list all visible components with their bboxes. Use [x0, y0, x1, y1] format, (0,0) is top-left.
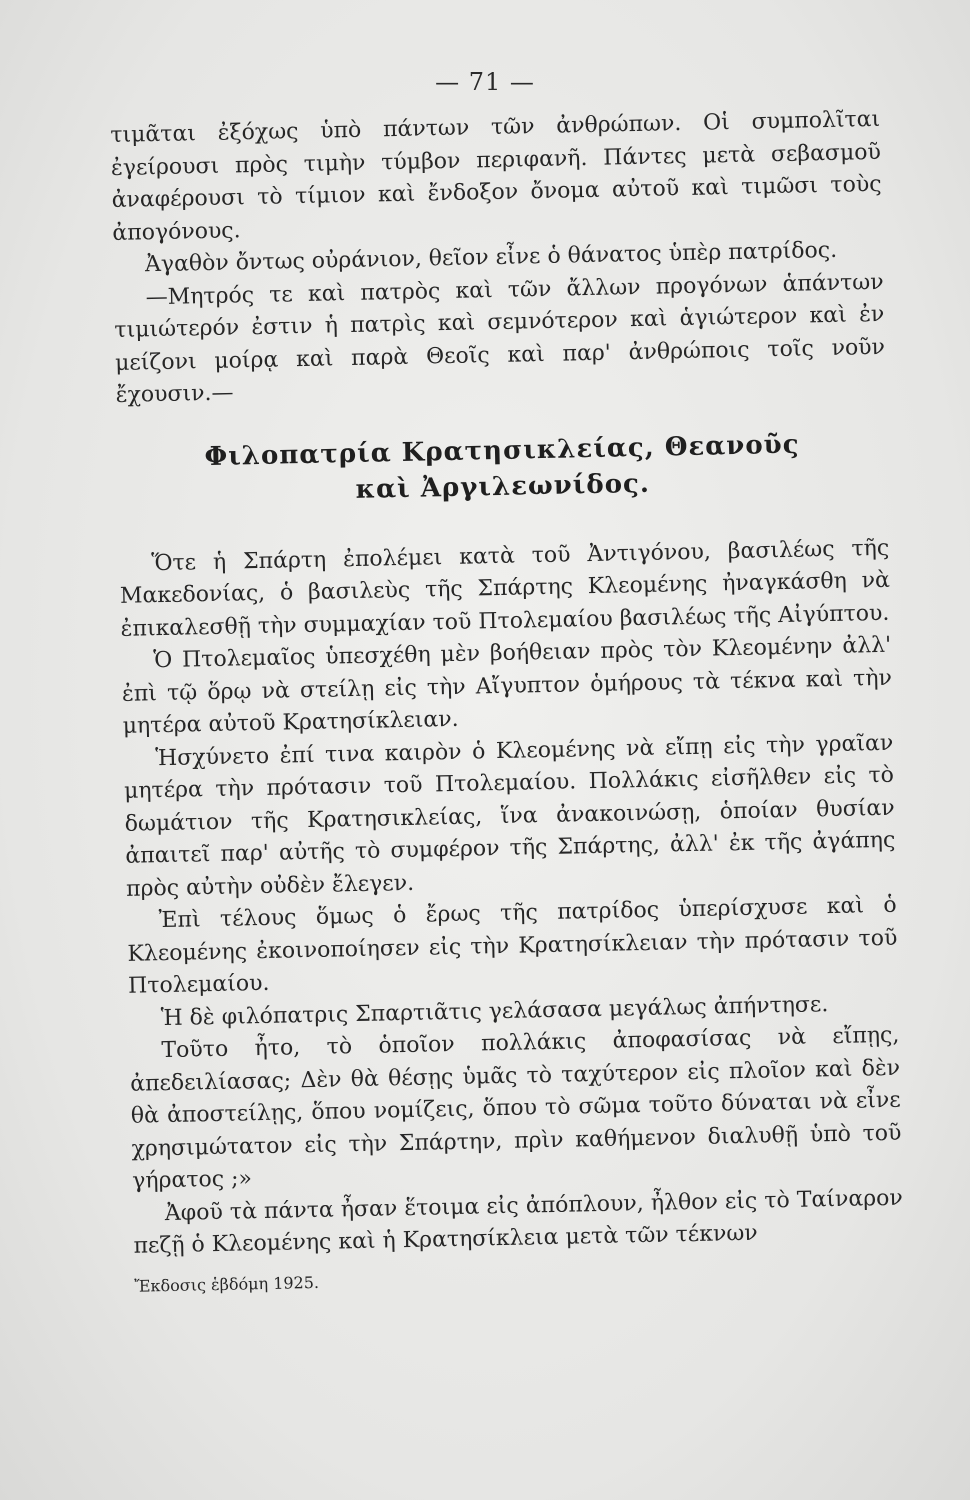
paragraph-sparta-war: Ὅτε ἡ Σπάρτη ἐπολέμει κατὰ τοῦ Ἀντιγόνου, βασιλέως τῆς Μακεδονίας, ὁ βασιλεὺς τῆς Σπάρτης Κλεομένης ἠναγκάσθη νὰ ἐπικαλεσθῇ τὴν συμμαχίαν τοῦ Πτολεμαίου βασιλέως τῆς Αἰγύπτου. — [119, 535, 891, 642]
page-body — [110, 104, 904, 1297]
paragraph-death-for-homeland: Ἀγαθὸν ὄντως οὐράνιον, θεῖον εἶνε ὁ θάνατος ὑπὲρ πατρίδος. — [144, 237, 838, 278]
paragraph-kratesikleia-speech: Τοῦτο ἦτο, τὸ ὁποῖον πολλάκις ἀποφασίσας νὰ εἴπῃς, ἀπεδειλίασας; Δὲν θὰ θέσῃς ὑμᾶς τὸ ταχύτερον εἰς πλοῖον καὶ δὲν θὰ ἀποστείλῃς, ὅπου νομίζεις, ὅπου τὸ σῶμα τοῦτο δύναται νὰ εἶνε χρησιμώτατον εἰς τὴν Σπάρτην, πρὶν καθήμενον διαλυθῇ ὑπὸ τοῦ γήρατος ;» — [129, 1022, 902, 1194]
section-heading-line-1: Φιλοπατρία Κρατησικλείας, Θεανοῦς — [204, 429, 800, 472]
edition-note: Ἔκδοσις ἑβδόμη 1925. — [134, 1272, 320, 1296]
section-heading — [117, 424, 888, 512]
paragraph-continued: τιμᾶται ἐξόχως ὑπὸ πάντων τῶν ἀνθρώπων. Οἱ συμπολῖται ἐγείρουσι πρὸς τιμὴν τύμβον περιφανῆ. Πάντες μετὰ σεβασμοῦ ἀναφέρουσι τὸ τίμιον καὶ ἔνδοξον ὄνομα αὐτοῦ καὶ τιμῶσι τοὺς ἀπογόνους. — [110, 106, 882, 246]
paragraph-quote-homeland: —Μητρός τε καὶ πατρὸς καὶ τῶν ἄλλων προγόνων ἁπάντων τιμιώτερόν ἐστιν ἡ πατρὶς καὶ σεμνότερον καὶ ἁγιώτερον καὶ ἐν μείζονι μοίρᾳ καὶ παρὰ Θεοῖς καὶ παρ' ἀνθρώποις τοῖς νοῦν ἔχουσιν.— — [114, 269, 886, 408]
paragraph-cleomenes-hesitation: Ἡσχύνετο ἐπί τινα καιρὸν ὁ Κλεομένης νὰ εἴπῃ εἰς τὴν γραῖαν μητέρα τὴν πρότασιν τοῦ Πτολεμαίου. Πολλάκις εἰσῆλθεν εἰς τὸ δωμάτιον τῆς Κρατησικλείας, ἵνα ἀνακοινώσῃ, ὁποίαν θυσίαν ἀπαιτεῖ παρ' αὐτῆς τὸ συμφέρον τῆς Σπάρτης, ἀλλ' ἐκ τῆς ἀγάπης πρὸς αὐτὴν οὐδὲν ἔλεγεν. — [123, 730, 896, 902]
paragraph-spartan-reply: Ἡ δὲ φιλόπατρις Σπαρτιᾶτις γελάσασα μεγάλως ἀπήντησε. — [160, 991, 829, 1031]
page-number: — 71 — — [435, 68, 535, 96]
paragraph-ptolemy-condition: Ὁ Πτολεμαῖος ὑπεσχέθη μὲν βοήθειαν πρὸς τὸν Κλεομένην ἀλλ' ἐπὶ τῷ ὅρῳ νὰ στείλῃ εἰς τὴν Αἴγυπτον ὁμήρους τὰ τέκνα καὶ τὴν μητέρα αὐτοῦ Κρατησίκλειαν. — [121, 632, 893, 739]
paragraph-love-of-homeland: Ἐπὶ τέλους ὅμως ὁ ἔρως τῆς πατρίδος ὑπερίσχυσε καὶ ὁ Κλεομένης ἐκοινοποίησεν εἰς τὴν Κρατησίκλειαν τὴν πρότασιν τοῦ Πτολεμαίου. — [127, 892, 898, 999]
section-heading-line-2: καὶ Ἀργιλεωνίδος. — [355, 468, 651, 505]
paragraph-departure: Ἀφοῦ τὰ πάντα ἦσαν ἕτοιμα εἰς ἀπόπλουν, ἦλθον εἰς τὸ Ταίναρον πεζῇ ὁ Κλεομένης καὶ ἡ Κρατησίκλεια μετὰ τῶν τέκνων — [133, 1185, 904, 1259]
